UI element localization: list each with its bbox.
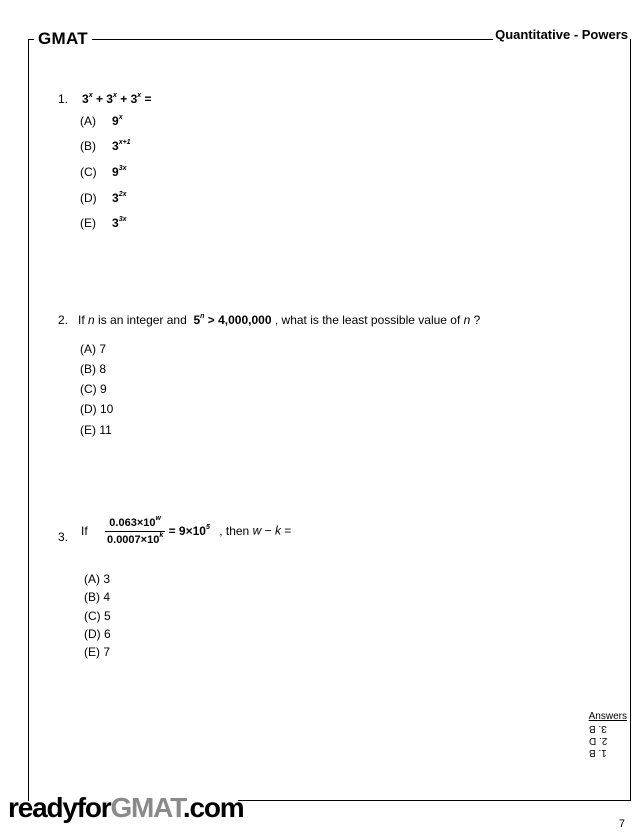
q2-choice-d[interactable]: (D) 10: [80, 402, 114, 416]
q2-choice-c[interactable]: (C) 9: [80, 382, 107, 396]
answers-box: [589, 711, 627, 758]
q2-choice-b[interactable]: (B) 8: [80, 362, 107, 376]
q3-choice-e[interactable]: (E) 7: [84, 645, 111, 659]
footer-divider: [238, 800, 631, 801]
question-2-stem: If n is an integer and 5$^n$ > 4,000,000 , what is the least possible value of n ?: [78, 313, 481, 327]
q3-choice-a[interactable]: (A) 3: [84, 572, 111, 586]
q1-choice-e[interactable]: (E) $3^{3x}$: [80, 216, 127, 230]
question-3-stem: If $\frac{0.063\times 10^w}{0.0007\times 10^k}$ = $9\times 10^5$ , then w − k =: [81, 515, 292, 546]
question-3-number: 3.: [58, 530, 69, 544]
q1-choice-c[interactable]: (C) $9^{3x}$: [80, 165, 127, 179]
q2-choice-a[interactable]: (A) 7: [80, 342, 107, 356]
gmat-title: GMAT: [34, 29, 92, 49]
q2-choice-e[interactable]: (E) 11: [80, 423, 112, 437]
answers-heading: Answers: [588, 711, 627, 722]
section-title: Quantitative - Powers: [495, 27, 628, 42]
q3-choice-b[interactable]: (B) 4: [84, 590, 111, 604]
answer-item: 2. D: [588, 735, 607, 746]
q1-choice-d[interactable]: (D) $3^{2x}$: [80, 191, 127, 205]
question-1-number: 1.: [58, 92, 69, 106]
q3-fraction: $\frac{0.063\times 10^w}{0.0007\times 10^k}$: [107, 515, 164, 546]
page-number: 7: [618, 818, 625, 830]
page-frame: [28, 39, 631, 801]
answer-item: 1. B: [588, 747, 607, 758]
q1-choice-a[interactable]: (A) 9$^x$: [80, 114, 123, 128]
q3-choice-d[interactable]: (D) 6: [84, 627, 111, 641]
q3-choice-c[interactable]: (C) 5: [84, 609, 111, 623]
question-2-number: 2.: [58, 313, 69, 327]
answer-item: 3. B: [588, 723, 607, 734]
q1-choice-b[interactable]: (B) $3^{x+1}$: [80, 139, 131, 153]
readyforgmat-logo: readyforGMAT.com: [8, 792, 244, 823]
question-1-stem: 3$^x$ + 3$^x$ + 3$^x$ =: [82, 92, 152, 106]
